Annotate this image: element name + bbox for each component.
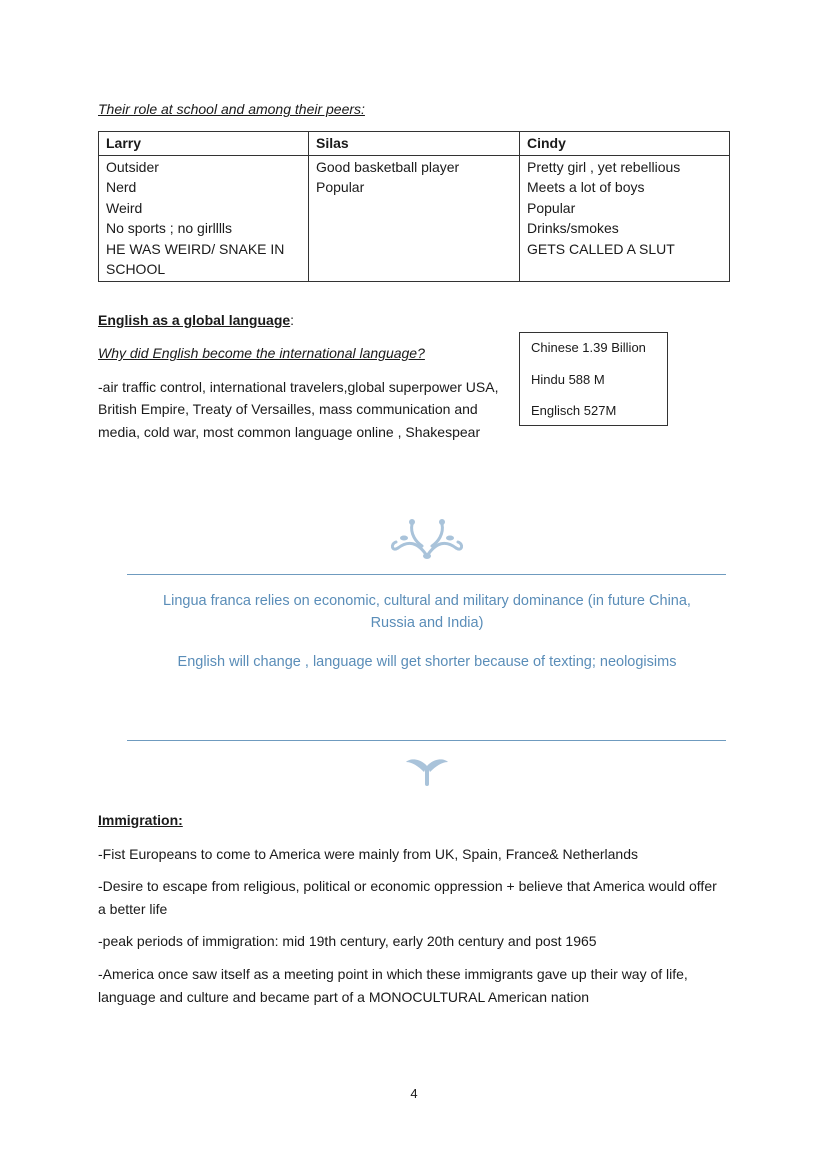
list-item: No sports ; no girlllls	[106, 220, 233, 236]
list-item: Popular	[527, 199, 576, 216]
divider-bottom	[127, 740, 726, 741]
english-question: Why did English become the international language?	[98, 345, 425, 361]
english-heading-suffix: :	[290, 312, 295, 328]
speaker-count-hindu: Hindu 588 M	[531, 372, 605, 387]
list-item: Popular	[316, 179, 365, 195]
list-item: Good basketball player	[316, 158, 460, 175]
list-item: Meets a lot of boys	[527, 179, 645, 195]
immigration-paragraph: -peak periods of immigration: mid 19th century, early 20th century and post 1965	[98, 933, 597, 949]
list-item: Nerd	[106, 179, 137, 195]
silas-cell	[309, 155, 520, 281]
list-item: GETS CALLED A SLUT	[527, 240, 675, 257]
speaker-count-chinese: Chinese 1.39 Billion	[531, 340, 646, 355]
list-item: Drinks/smokes	[527, 220, 619, 236]
roles-table	[98, 131, 730, 282]
list-item: Outsider	[106, 158, 159, 175]
immigration-paragraph: -Fist Europeans to come to America were mainly from UK, Spain, France& Netherlands	[98, 846, 638, 862]
english-heading-text: English as a global language	[98, 312, 291, 328]
list-item: SCHOOL	[106, 261, 166, 277]
list-item: HE WAS WEIRD/ SNAKE IN	[106, 240, 285, 257]
speakers-box	[519, 332, 668, 426]
cindy-cell	[520, 155, 730, 281]
larry-cell	[99, 155, 309, 281]
fleur-ornament-icon	[402, 754, 452, 788]
immigration-heading: Immigration:	[98, 812, 183, 828]
list-item: Pretty girl , yet rebellious	[527, 158, 681, 175]
immigration-paragraph: -Desire to escape from religious, political or economic oppression + believe that America would offer a better life	[98, 878, 717, 917]
immigration-paragraph: -America once saw itself as a meeting point in which these immigrants gave up their way of life, language and culture and became part of a MONOCULTURAL American nation	[98, 966, 688, 1005]
english-heading	[98, 312, 294, 328]
roles-heading: Their role at school and among their peers:	[98, 101, 365, 117]
list-item: Weird	[106, 199, 143, 216]
column-header-silas: Silas	[309, 132, 520, 156]
column-header-cindy: Cindy	[520, 132, 730, 156]
table-row	[99, 155, 730, 281]
column-header-larry: Larry	[99, 132, 309, 156]
english-reasons: -air traffic control, international travelers,global superpower USA, British Empire, Treaty of Versailles, mass communication and media, cold war, most common language online , Shakespear	[98, 379, 499, 440]
floral-ornament-icon	[382, 512, 472, 562]
divider-top	[127, 574, 726, 575]
table-header-row	[99, 132, 730, 156]
speaker-count-english: Englisch 527M	[531, 403, 617, 418]
quote-change: English will change , language will get shorter because of texting; neologisims	[177, 654, 677, 670]
quote-dominance: Lingua franca relies on economic, cultural and military dominance (in future China, Russia and India)	[163, 593, 691, 631]
page-number: 4	[410, 1086, 418, 1101]
